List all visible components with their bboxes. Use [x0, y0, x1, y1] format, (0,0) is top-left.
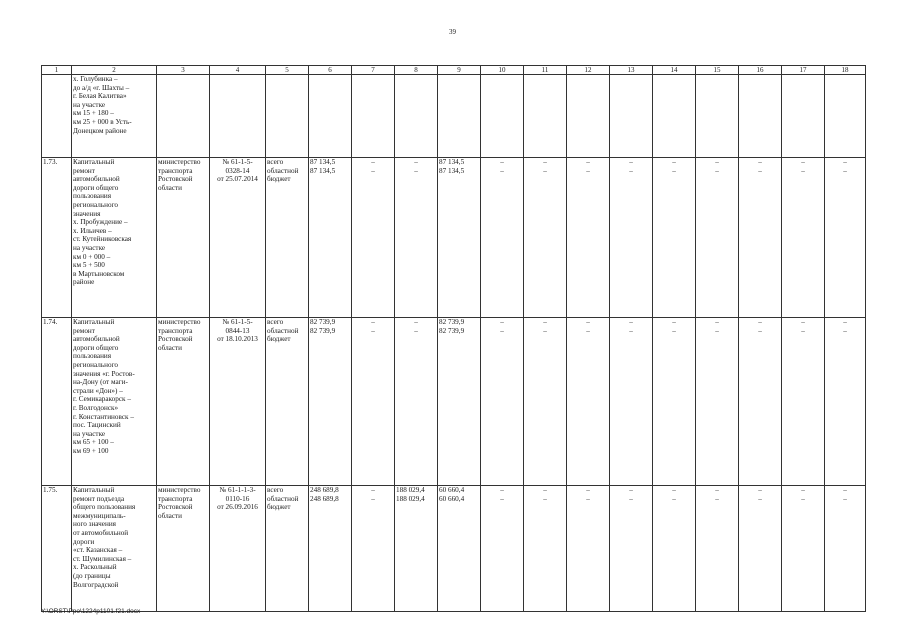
value-cell: – –	[653, 486, 696, 612]
column-header: 11	[524, 66, 567, 75]
investment-register-table	[41, 65, 866, 612]
value-cell: – –	[481, 318, 524, 486]
table-row	[42, 486, 866, 612]
cell-empty	[157, 75, 210, 158]
value-cell: – –	[696, 486, 739, 612]
value-cell: 87 134,5 87 134,5	[309, 158, 352, 318]
value-cell: – –	[610, 318, 653, 486]
table-row	[42, 158, 866, 318]
cell-empty	[782, 75, 825, 158]
column-number-row	[42, 66, 866, 75]
cell-empty	[352, 75, 395, 158]
column-header: 8	[395, 66, 438, 75]
customer-cell: министерство транспорта Ростовской области	[157, 486, 210, 612]
table-row-continuation	[42, 75, 866, 158]
column-header: 13	[610, 66, 653, 75]
cell-empty	[210, 75, 266, 158]
column-header: 14	[653, 66, 696, 75]
column-header: 17	[782, 66, 825, 75]
object-name-cell: Капитальный ремонт подъезда общего пользования межмуниципаль- ного значения от автомобильной дороги «ст. Казанская – ст. Шумилинская – х. Раскольный (до границы Волгоградской	[72, 486, 157, 612]
cell-empty	[825, 75, 866, 158]
value-cell: 82 739,9 82 739,9	[309, 318, 352, 486]
value-cell: – –	[653, 318, 696, 486]
cell-empty	[309, 75, 352, 158]
column-header: 2	[72, 66, 157, 75]
value-cell: 248 689,8 248 689,8	[309, 486, 352, 612]
value-cell: – –	[739, 318, 782, 486]
value-cell: – –	[653, 158, 696, 318]
column-header: 4	[210, 66, 266, 75]
value-cell: – –	[825, 318, 866, 486]
column-header: 15	[696, 66, 739, 75]
value-cell: – –	[481, 486, 524, 612]
value-cell: – –	[696, 158, 739, 318]
value-cell: – –	[395, 158, 438, 318]
object-name-cell: х. Голубинка – до а/д «г. Шахты – г. Белая Калитва» на участке км 15 + 180 – км 25 + 000 в Усть- Донецком районе	[72, 75, 157, 158]
object-name-cell: Капитальный ремонт автомобильной дороги общего пользования регионального значения «г. Ростов- на-Дону (от маги- страли «Дон») – г. Семикаракорск – г. Волгодонск» г. Константиновск – пос. Тацинский на участке км 65 + 100 – км 69 + 100	[72, 318, 157, 486]
value-cell: – –	[739, 486, 782, 612]
value-cell: – –	[352, 158, 395, 318]
customer-cell: министерство транспорта Ростовской области	[157, 318, 210, 486]
row-number: 1.73.	[42, 158, 72, 318]
value-cell: – –	[481, 158, 524, 318]
row-number: 1.74.	[42, 318, 72, 486]
value-cell: – –	[739, 158, 782, 318]
row-number: 1.75.	[42, 486, 72, 612]
cell-empty	[696, 75, 739, 158]
cell-empty	[567, 75, 610, 158]
column-header: 9	[438, 66, 481, 75]
document-file-path: Y:\ORST\Ppo\1224p1101.f21.docx	[41, 608, 141, 615]
value-cell: – –	[825, 486, 866, 612]
cell-empty	[653, 75, 696, 158]
funding-source-cell: всего областной бюджет	[266, 318, 309, 486]
value-cell: – –	[782, 158, 825, 318]
value-cell: – –	[782, 318, 825, 486]
value-cell: – –	[395, 318, 438, 486]
column-header: 12	[567, 66, 610, 75]
customer-cell: министерство транспорта Ростовской области	[157, 158, 210, 318]
value-cell: – –	[567, 486, 610, 612]
object-name-cell: Капитальный ремонт автомобильной дороги общего пользования регионального значения х. Пробуждение – х. Ильичев – ст. Кутейниковская на участке км 0 + 000 – км 5 + 500 в Мартыновском районе	[72, 158, 157, 318]
column-header: 5	[266, 66, 309, 75]
column-header: 6	[309, 66, 352, 75]
funding-source-cell: всего областной бюджет	[266, 158, 309, 318]
cell-empty	[739, 75, 782, 158]
value-cell: – –	[524, 318, 567, 486]
column-header: 3	[157, 66, 210, 75]
expertise-doc-cell: № 61-1-5- 0328-14 от 25.07.2014	[210, 158, 266, 318]
cell-empty	[610, 75, 653, 158]
cell-empty	[481, 75, 524, 158]
value-cell: – –	[825, 158, 866, 318]
value-cell: – –	[696, 318, 739, 486]
value-cell: – –	[524, 486, 567, 612]
value-cell: – –	[610, 486, 653, 612]
column-header: 16	[739, 66, 782, 75]
cell-number	[42, 75, 72, 158]
value-cell: – –	[567, 158, 610, 318]
cell-empty	[395, 75, 438, 158]
value-cell: 82 739,9 82 739,9	[438, 318, 481, 486]
expertise-doc-cell: № 61-1-1-3- 0110-16 от 26.09.2016	[210, 486, 266, 612]
value-cell: 188 029,4 188 029,4	[395, 486, 438, 612]
value-cell: 60 660,4 60 660,4	[438, 486, 481, 612]
expertise-doc-cell: № 61-1-5- 0844-13 от 18.10.2013	[210, 318, 266, 486]
column-header: 10	[481, 66, 524, 75]
cell-empty	[266, 75, 309, 158]
value-cell: – –	[524, 158, 567, 318]
value-cell: 87 134,5 87 134,5	[438, 158, 481, 318]
column-header: 1	[42, 66, 72, 75]
value-cell: – –	[610, 158, 653, 318]
column-header: 18	[825, 66, 866, 75]
cell-empty	[524, 75, 567, 158]
value-cell: – –	[352, 486, 395, 612]
value-cell: – –	[352, 318, 395, 486]
table-row	[42, 318, 866, 486]
column-header: 7	[352, 66, 395, 75]
funding-source-cell: всего областной бюджет	[266, 486, 309, 612]
page-number: 39	[449, 28, 456, 36]
value-cell: – –	[782, 486, 825, 612]
value-cell: – –	[567, 318, 610, 486]
cell-empty	[438, 75, 481, 158]
